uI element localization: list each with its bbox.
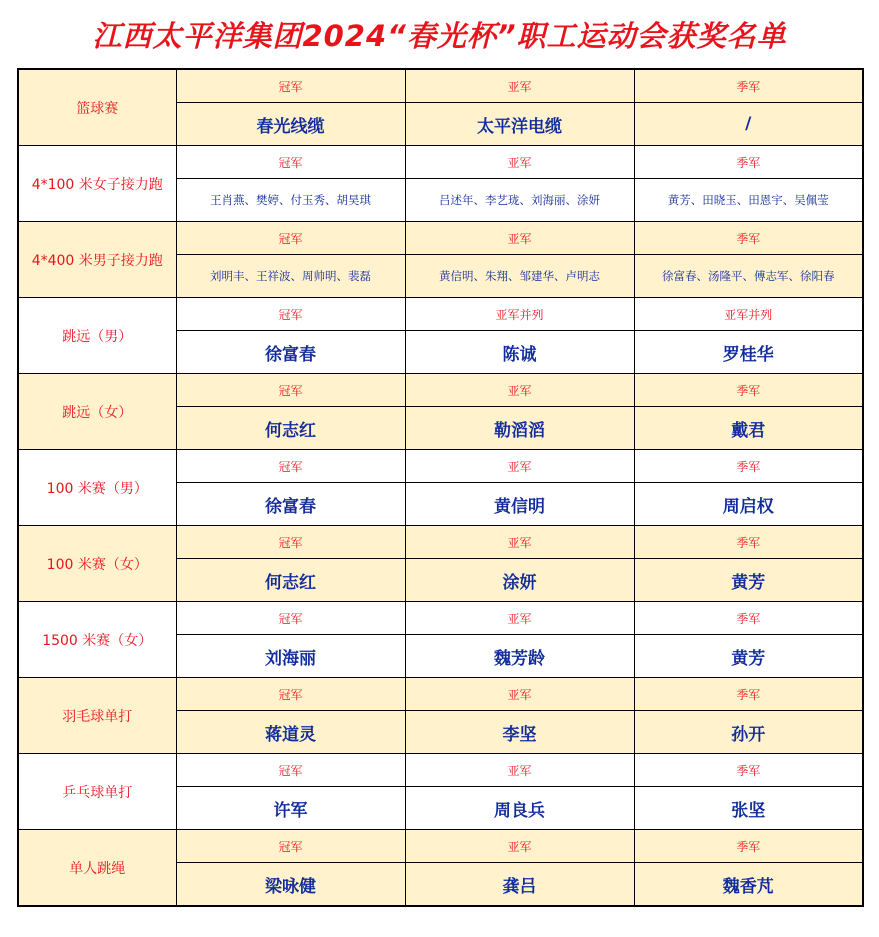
event-name: 篮球赛 xyxy=(18,69,176,146)
rank-label: 冠军 xyxy=(176,678,405,711)
winner-name: / xyxy=(634,103,863,146)
winner-name: 李坚 xyxy=(405,711,634,754)
rank-label: 亚军 xyxy=(405,754,634,787)
table-row xyxy=(18,222,863,255)
rank-label: 季军 xyxy=(634,602,863,635)
winner-name: 春光线缆 xyxy=(176,103,405,146)
rank-label: 冠军 xyxy=(176,222,405,255)
rank-label: 冠军 xyxy=(176,450,405,483)
rank-label: 冠军 xyxy=(176,298,405,331)
event-name: 4*400 米男子接力跑 xyxy=(18,222,176,298)
winner-name: 戴君 xyxy=(634,407,863,450)
table-row xyxy=(18,678,863,711)
rank-label: 冠军 xyxy=(176,146,405,179)
table-row xyxy=(18,602,863,635)
winner-name: 何志红 xyxy=(176,559,405,602)
winner-name: 魏香芃 xyxy=(634,863,863,907)
winner-name: 涂妍 xyxy=(405,559,634,602)
event-name: 乒乓球单打 xyxy=(18,754,176,830)
winner-name: 罗桂华 xyxy=(634,331,863,374)
rank-label: 冠军 xyxy=(176,830,405,863)
winner-name: 陈诚 xyxy=(405,331,634,374)
rank-label: 亚军 xyxy=(405,526,634,559)
event-name: 跳远（女） xyxy=(18,374,176,450)
event-name: 1500 米赛（女） xyxy=(18,602,176,678)
winner-name: 周良兵 xyxy=(405,787,634,830)
rank-label: 季军 xyxy=(634,222,863,255)
winner-name: 黄芳 xyxy=(634,635,863,678)
table-row xyxy=(18,146,863,179)
rank-label: 亚军 xyxy=(405,678,634,711)
winner-name: 太平洋电缆 xyxy=(405,103,634,146)
rank-label: 冠军 xyxy=(176,602,405,635)
rank-label: 亚军 xyxy=(405,146,634,179)
award-table xyxy=(17,68,864,907)
rank-label: 季军 xyxy=(634,146,863,179)
winner-name: 许军 xyxy=(176,787,405,830)
winner-name: 刘海丽 xyxy=(176,635,405,678)
rank-label: 亚军并列 xyxy=(634,298,863,331)
winner-name: 黄信明 xyxy=(405,483,634,526)
rank-label: 季军 xyxy=(634,69,863,103)
winner-name: 徐富春 xyxy=(176,331,405,374)
winner-name: 王肖燕、樊婷、付玉秀、胡昊琪 xyxy=(176,179,405,222)
winner-name: 魏芳龄 xyxy=(405,635,634,678)
table-row xyxy=(18,526,863,559)
rank-label: 季军 xyxy=(634,678,863,711)
event-name: 单人跳绳 xyxy=(18,830,176,907)
winner-name: 龚吕 xyxy=(405,863,634,907)
rank-label: 亚军 xyxy=(405,450,634,483)
rank-label: 冠军 xyxy=(176,526,405,559)
rank-label: 季军 xyxy=(634,754,863,787)
rank-label: 亚军 xyxy=(405,374,634,407)
rank-label: 亚军 xyxy=(405,69,634,103)
winner-name: 周启权 xyxy=(634,483,863,526)
rank-label: 冠军 xyxy=(176,754,405,787)
rank-label: 冠军 xyxy=(176,69,405,103)
rank-label: 亚军 xyxy=(405,222,634,255)
winner-name: 张坚 xyxy=(634,787,863,830)
event-name: 100 米赛（男） xyxy=(18,450,176,526)
winner-name: 何志红 xyxy=(176,407,405,450)
winner-name: 孙开 xyxy=(634,711,863,754)
winner-name: 刘明丰、王祥波、周帅明、裴磊 xyxy=(176,255,405,298)
rank-label: 冠军 xyxy=(176,374,405,407)
event-name: 4*100 米女子接力跑 xyxy=(18,146,176,222)
table-row xyxy=(18,450,863,483)
event-name: 羽毛球单打 xyxy=(18,678,176,754)
rank-label: 亚军并列 xyxy=(405,298,634,331)
event-name: 跳远（男） xyxy=(18,298,176,374)
page-title: 江西太平洋集团2024“春光杯”职工运动会获奖名单 xyxy=(92,19,787,53)
winner-name: 蒋道灵 xyxy=(176,711,405,754)
winner-name: 徐富春 xyxy=(176,483,405,526)
winner-name: 黄芳、田晓玉、田恩宇、吴佩莹 xyxy=(634,179,863,222)
winner-name: 梁咏健 xyxy=(176,863,405,907)
winner-name: 吕述年、李艺珑、刘海丽、涂妍 xyxy=(405,179,634,222)
rank-label: 季军 xyxy=(634,450,863,483)
table-row xyxy=(18,69,863,103)
table-row xyxy=(18,298,863,331)
winner-name: 勒滔滔 xyxy=(405,407,634,450)
rank-label: 季军 xyxy=(634,830,863,863)
table-row xyxy=(18,754,863,787)
rank-label: 季军 xyxy=(634,374,863,407)
rank-label: 季军 xyxy=(634,526,863,559)
rank-label: 亚军 xyxy=(405,830,634,863)
rank-label: 亚军 xyxy=(405,602,634,635)
winner-name: 黄信明、朱翔、邹建华、卢明志 xyxy=(405,255,634,298)
winner-name: 徐富春、汤隆平、傅志军、徐阳春 xyxy=(634,255,863,298)
table-row xyxy=(18,830,863,863)
table-row xyxy=(18,374,863,407)
event-name: 100 米赛（女） xyxy=(18,526,176,602)
winner-name: 黄芳 xyxy=(634,559,863,602)
